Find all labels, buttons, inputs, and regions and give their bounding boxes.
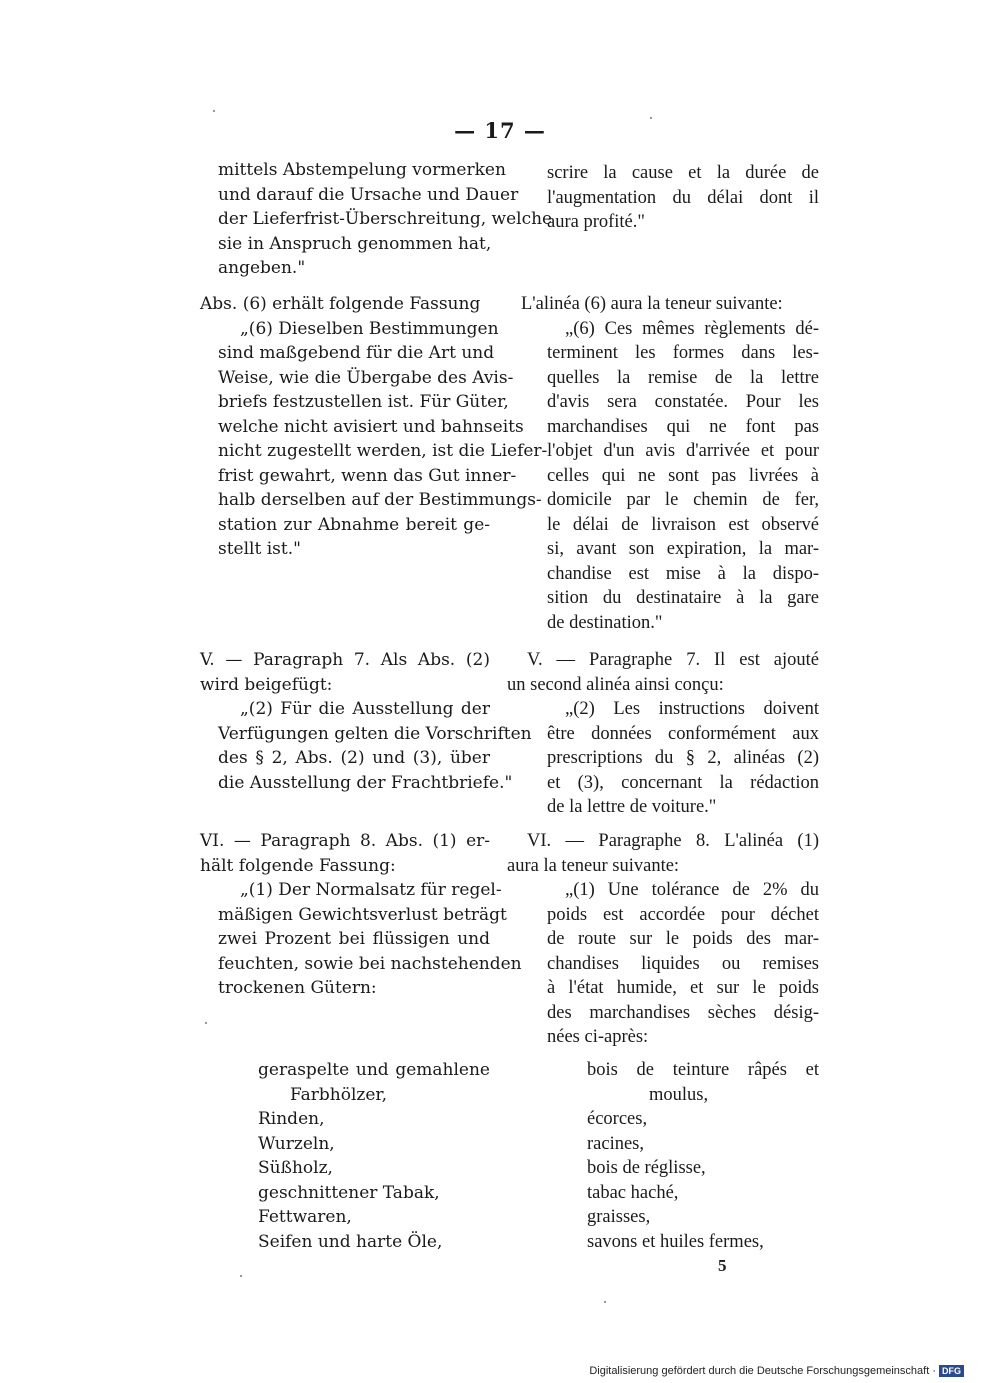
text-line: mäßigen Gewichtsverlust beträgt: [218, 904, 507, 925]
text-line: de route sur le poids des mar-: [547, 929, 819, 949]
french-paragraph-1: [507, 161, 819, 235]
text-line: nicht zugestellt werden, ist die Liefer-: [218, 441, 548, 461]
text-line: nées ci-après:: [547, 1027, 649, 1047]
text-line: feuchten, sowie bei nachstehenden: [218, 953, 522, 974]
french-goods-list: [507, 1058, 819, 1254]
text-line: die Ausstellung der Frachtbriefe.": [218, 772, 513, 793]
text-line: V. — Paragraph 7. Als Abs. (2): [200, 650, 490, 670]
german-paragraph-4: [200, 829, 522, 1001]
text-line: frist gewahrt, wenn das Gut inner-: [218, 465, 517, 486]
text-line: l'objet d'un avis d'arrivée et pour: [547, 441, 819, 461]
text-line: trockenen Gütern:: [218, 978, 377, 998]
text-line: savons et huiles fermes,: [587, 1231, 764, 1252]
scan-speck: [240, 1275, 242, 1277]
text-line: d'avis sera constatée. Pour les: [547, 392, 819, 412]
text-line: wird beigefügt:: [200, 674, 333, 695]
text-line: mittels Abstempelung vormerken: [218, 160, 506, 180]
german-paragraph-2: [200, 292, 548, 562]
text-line: terminent les formes dans les-: [547, 343, 819, 363]
text-line: briefs festzustellen ist. Für Güter,: [218, 392, 509, 412]
text-line: „(2) Für die Ausstellung der: [240, 699, 490, 719]
text-line: le délai de livraison est observé: [547, 514, 819, 535]
scan-speck: [213, 110, 215, 112]
french-paragraph-3: [507, 648, 819, 820]
text-line: prescriptions du § 2, alinéas (2): [547, 748, 819, 768]
text-line: aura profité.": [547, 212, 645, 232]
text-line: un second alinéa ainsi conçu:: [507, 674, 724, 695]
text-line: Fettwaren,: [258, 1207, 352, 1227]
french-paragraph-2: [507, 292, 819, 635]
text-line: racines,: [587, 1133, 645, 1154]
text-line: sie in Anspruch genommen hat,: [218, 233, 492, 254]
digitization-footer: [589, 1365, 964, 1377]
text-line: moulus,: [649, 1084, 709, 1105]
text-line: graisses,: [587, 1207, 651, 1227]
text-line: angeben.": [218, 258, 306, 278]
text-line: tabac haché,: [587, 1182, 679, 1203]
text-line: écorces,: [587, 1109, 648, 1129]
text-line: et (3), concernant la rédaction: [547, 772, 819, 793]
text-line: chandise est mise à la dispo-: [547, 563, 819, 584]
text-line: „(6) Dieselben Bestimmungen: [240, 318, 499, 339]
text-line: der Lieferfrist-Überschreitung, welche: [218, 209, 553, 229]
signature-mark: 5: [718, 1256, 727, 1275]
text-line: Rinden,: [258, 1109, 325, 1129]
text-line: „(2) Les instructions doivent: [565, 699, 819, 719]
text-line: station zur Abnahme bereit ge-: [218, 514, 490, 535]
text-line: geraspelte und gemahlene: [258, 1060, 490, 1080]
text-line: halb derselben auf der Bestimmungs-: [218, 490, 542, 510]
text-line: celles qui ne sont pas livrées à: [547, 465, 819, 486]
text-line: bois de réglisse,: [587, 1158, 706, 1178]
text-line: quelles la remise de la lettre: [547, 367, 819, 388]
text-line: bois de teinture râpés et: [587, 1060, 819, 1080]
text-line: marchandises qui ne font pas: [547, 416, 819, 437]
text-line: scrire la cause et la durée de: [547, 163, 819, 183]
scan-speck: [604, 1301, 606, 1303]
text-line: sition du destinataire à la gare: [547, 588, 819, 608]
text-line: chandises liquides ou remises: [547, 953, 819, 974]
german-paragraph-1: [200, 158, 553, 281]
text-line: zwei Prozent bei flüssigen und: [218, 929, 490, 949]
german-paragraph-3: [200, 648, 532, 795]
page-number: — 17 —: [454, 118, 546, 143]
text-line: domicile par le chemin de fer,: [547, 490, 819, 510]
text-line: „(1) Une tolérance de 2% du: [565, 880, 819, 900]
text-line: Wurzeln,: [258, 1133, 335, 1154]
text-line: und darauf die Ursache und Dauer: [218, 184, 519, 205]
text-line: l'augmentation du délai dont il: [547, 187, 819, 208]
dfg-logo: DFG: [939, 1365, 964, 1377]
text-line: aura la teneur suivante:: [507, 855, 680, 876]
text-line: si, avant son expiration, la mar-: [547, 539, 819, 559]
text-line: welche nicht avisiert und bahnseits: [218, 416, 524, 437]
text-line: VI. — Paragraph 8. Abs. (1) er-: [200, 831, 490, 851]
text-line: de destination.": [547, 612, 663, 633]
text-line: hält folgende Fassung:: [200, 855, 396, 876]
text-line: de la lettre de voiture.": [547, 797, 717, 817]
text-line: stellt ist.": [218, 539, 301, 559]
text-line: Seifen und harte Öle,: [258, 1231, 443, 1252]
text-line: sind maßgebend für die Art und: [218, 343, 495, 363]
text-line: „(6) Ces mêmes règlements dé-: [565, 318, 819, 339]
text-line: poids est accordée pour déchet: [547, 904, 819, 925]
text-line: geschnittener Tabak,: [258, 1182, 440, 1203]
german-goods-list: [200, 1058, 490, 1254]
text-line: „(1) Der Normalsatz für regel-: [240, 880, 502, 900]
text-line: des § 2, Abs. (2) und (3), über: [218, 748, 490, 768]
text-line: V. — Paragraphe 7. Il est ajouté: [527, 650, 819, 670]
text-line: à l'état humide, et sur le poids: [547, 978, 819, 998]
text-line: être données conformément aux: [547, 723, 819, 744]
text-line: L'alinéa (6) aura la teneur suivante:: [521, 294, 783, 314]
text-line: Süßholz,: [258, 1158, 333, 1178]
scan-speck: [650, 117, 652, 119]
text-line: Weise, wie die Übergabe des Avis-: [218, 367, 514, 388]
text-line: Abs. (6) erhält folgende Fassung: [200, 294, 481, 314]
scan-speck: [205, 1022, 207, 1024]
text-line: Farbhölzer,: [290, 1084, 388, 1105]
text-line: VI. — Paragraphe 8. L'alinéa (1): [527, 831, 819, 851]
footer-text: Digitalisierung gefördert durch die Deutsche Forschungsgemeinschaft ·: [589, 1365, 936, 1377]
french-paragraph-4: [507, 829, 819, 1050]
text-line: Verfügungen gelten die Vorschriften: [218, 723, 532, 744]
text-line: des marchandises sèches désig-: [547, 1002, 819, 1023]
